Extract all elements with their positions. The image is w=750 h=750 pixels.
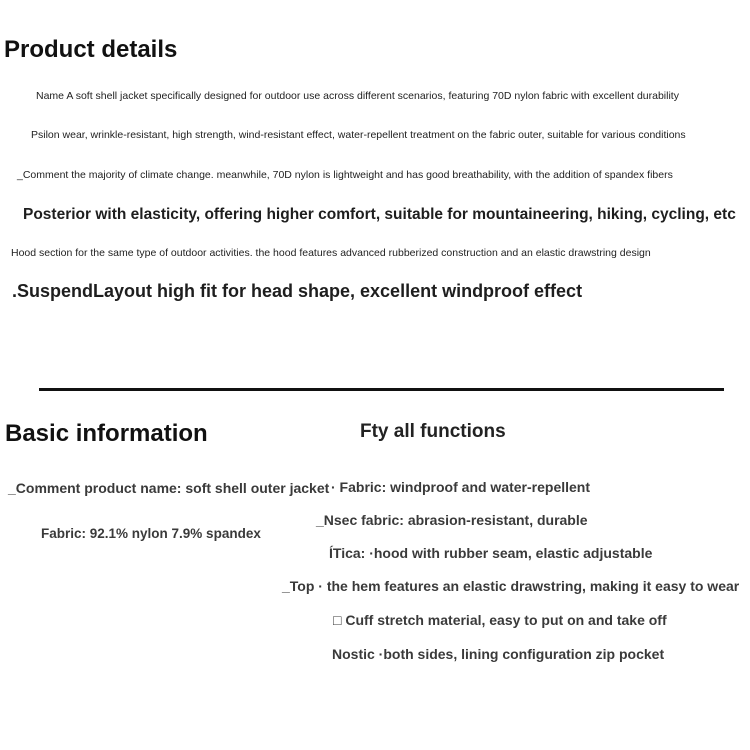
product-detail-line-2: Psilon wear, wrinkle-resistant, high strength, wind-resistant effect, water-repellent treatment on the fabric outer, suitable for various conditions (31, 129, 686, 141)
product-details-title: Product details (4, 36, 178, 63)
product-detail-line-6: .SuspendLayout high fit for head shape, excellent windproof effect (12, 281, 583, 301)
function-item-3: ÍTica: ·hood with rubber seam, elastic adjustable (329, 545, 653, 561)
section-divider (39, 388, 724, 391)
function-item-2: _Nsec fabric: abrasion-resistant, durable (316, 512, 588, 528)
function-item-4: _Top · the hem features an elastic drawstring, making it easy to wear (282, 578, 740, 594)
basic-info-product-name: _Comment product name: soft shell outer jacket (8, 480, 330, 496)
basic-info-fabric: Fabric: 92.1% nylon 7.9% spandex (41, 526, 261, 541)
product-detail-line-4: Posterior with elasticity, offering higher comfort, suitable for mountaineering, hiking, cycling, etc (23, 206, 736, 223)
product-detail-line-5: Hood section for the same type of outdoor activities. the hood features advanced rubberized construction and an elastic drawstring design (11, 247, 651, 259)
function-item-5: □ Cuff stretch material, easy to put on and take off (333, 612, 667, 628)
function-item-6: Nostic ·both sides, lining configuration zip pocket (332, 646, 665, 662)
function-item-1: · Fabric: windproof and water-repellent (331, 479, 591, 495)
functions-title: Fty all functions (360, 421, 506, 442)
basic-information-title: Basic information (5, 420, 208, 447)
product-detail-line-1: Name A soft shell jacket specifically designed for outdoor use across different scenarios, featuring 70D nylon fabric with excellent durability (36, 90, 679, 102)
product-detail-line-3: _Comment the majority of climate change. meanwhile, 70D nylon is lightweight and has good breathability, with the addition of spandex fibers (17, 169, 673, 181)
